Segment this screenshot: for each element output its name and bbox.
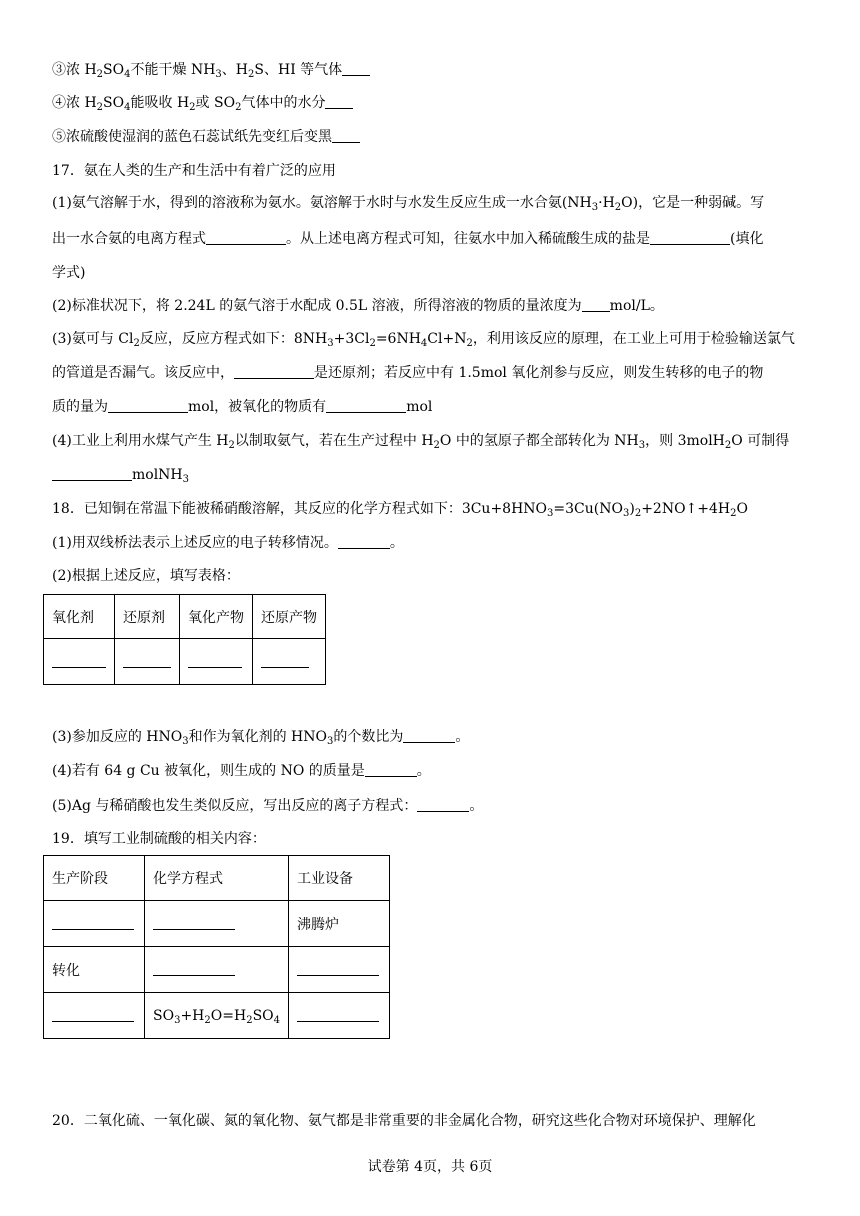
table-cell [115,639,180,685]
q16-item-3: ③浓 $H_2SO_4$不能干燥 $NH_3$、$H_2S$、HI 等气体 [52,60,370,80]
q20-text: 20．二氧化硫、一氧化碳、氮的氧化物、氨气都是非常重要的非金属化合物，研究这些化合物对环境保护、理解化 [52,1113,756,1129]
table-header: 还原产物 [253,595,326,639]
q17-p1-line2: 出一水合氨的电离方程式 。从上述电离方程式可知，往氨水中加入稀硫酸生成的盐是 (填化 [52,231,764,247]
answer-blank[interactable] [342,61,370,76]
q18-p2: (2)根据上述反应，填写表格： [52,568,240,584]
table-cell [44,901,145,947]
q17-p4-line2: molNH$_3$ [52,465,189,485]
answer-blank[interactable] [325,94,353,109]
q17-p3-line2: 的管道是否漏气。该反应中， 是还原剂；若反应中有 1.5mol 氧化剂参与反应，则发生转移的电子的物 [52,365,764,381]
answer-blank[interactable] [52,915,134,930]
table-cell [289,993,390,1039]
q17-p3-line3: 质的量为 mol，被氧化的物质有 mol [52,399,433,415]
q17-p1-line3: 学式) [52,265,86,281]
table-cell [253,639,326,685]
table-header: 化学方程式 [145,856,289,901]
q17-p2: (2)标准状况下，将 2.24L 的氨气溶于水配成 0.5L 溶液，所得溶液的物质的量浓度为 mol/L。 [52,298,664,314]
answer-blank[interactable] [582,297,610,312]
answer-blank[interactable] [153,961,235,976]
answer-blank[interactable] [234,364,314,379]
q18-p4: (4)若有 64 g Cu 被氧化，则生成的 NO 的质量是 。 [52,763,431,779]
table-cell [289,947,390,993]
answer-blank[interactable] [108,398,188,413]
answer-blank[interactable] [52,653,106,668]
table-cell: 沸腾炉 [289,901,390,947]
answer-blank[interactable] [403,728,455,743]
q19-title: 19．填写工业制硫酸的相关内容： [52,831,266,847]
answer-blank[interactable] [261,653,309,668]
answer-blank[interactable] [650,230,730,245]
q18-table [43,594,326,685]
q19-table [43,855,390,1039]
q17-p3-line1: (3)氨可与 $Cl_2$反应，反应方程式如下：$8NH_3+3Cl_2=6NH_4Cl+N_2$，利用该反应的原理，在工业上可用于检验输送氯气 [52,331,795,349]
answer-blank[interactable] [52,1007,134,1022]
q18-title: 18．已知铜在常温下能被稀硝酸溶解，其反应的化学方程式如下：$3Cu+8HNO_3=3Cu(NO_3)_2+2NO↑+4H_2O$ [52,501,748,519]
q16-item-5: ⑤浓硫酸使湿润的蓝色石蕊试纸先变红后变黑 [52,127,360,147]
answer-blank[interactable] [332,128,360,143]
answer-blank[interactable] [206,230,286,245]
answer-blank[interactable] [188,653,242,668]
table-cell: 转化 [44,947,145,993]
table-cell [44,993,145,1039]
table-header: 氧化剂 [44,595,115,639]
q17-title: 17．氨在人类的生产和生活中有着广泛的应用 [52,163,336,179]
q18-p3: (3)参加反应的 $HNO_3$和作为氧化剂的 $HNO_3$的个数比为 。 [52,729,470,747]
table-cell [145,901,289,947]
table-header: 生产阶段 [44,856,145,901]
answer-blank[interactable] [297,1007,379,1022]
answer-blank[interactable] [338,534,390,549]
table-header: 还原剂 [115,595,180,639]
answer-blank[interactable] [123,653,171,668]
table-cell [180,639,253,685]
page-footer: 试卷第 4页，共 6页 [367,1159,493,1175]
q17-p4-line1: (4)工业上利用水煤气产生 $H_2$以制取氨气，若在生产过程中 $H_2O$ 中的氢原子都全部转化为 $NH_3$，则 3molH$_2$O 可制得 [52,433,790,451]
answer-blank[interactable] [417,797,469,812]
answer-blank[interactable] [365,762,417,777]
answer-blank[interactable] [52,466,132,481]
table-cell [145,947,289,993]
q18-p5: (5)Ag 与稀硝酸也发生类似反应，写出反应的离子方程式： 。 [52,798,484,814]
table-header: 工业设备 [289,856,390,901]
q18-p1: (1)用双线桥法表示上述反应的电子转移情况。 。 [52,535,404,551]
q17-p1-line1: (1)氨气溶解于水，得到的溶液称为氨水。氨溶解于水时与水发生反应生成一水合氨$(NH_3\cdot H_2O)$，它是一种弱碱。写 [52,195,765,213]
table-header: 氧化产物 [180,595,253,639]
table-cell [44,639,115,685]
answer-blank[interactable] [297,961,379,976]
table-cell: $SO_3+H_2O=H_2SO_4$ [145,993,289,1039]
answer-blank[interactable] [326,398,406,413]
answer-blank[interactable] [153,915,235,930]
q16-item-4: ④浓 $H_2SO_4$能吸收 $H_2$或 $SO_2$气体中的水分 [52,93,353,113]
